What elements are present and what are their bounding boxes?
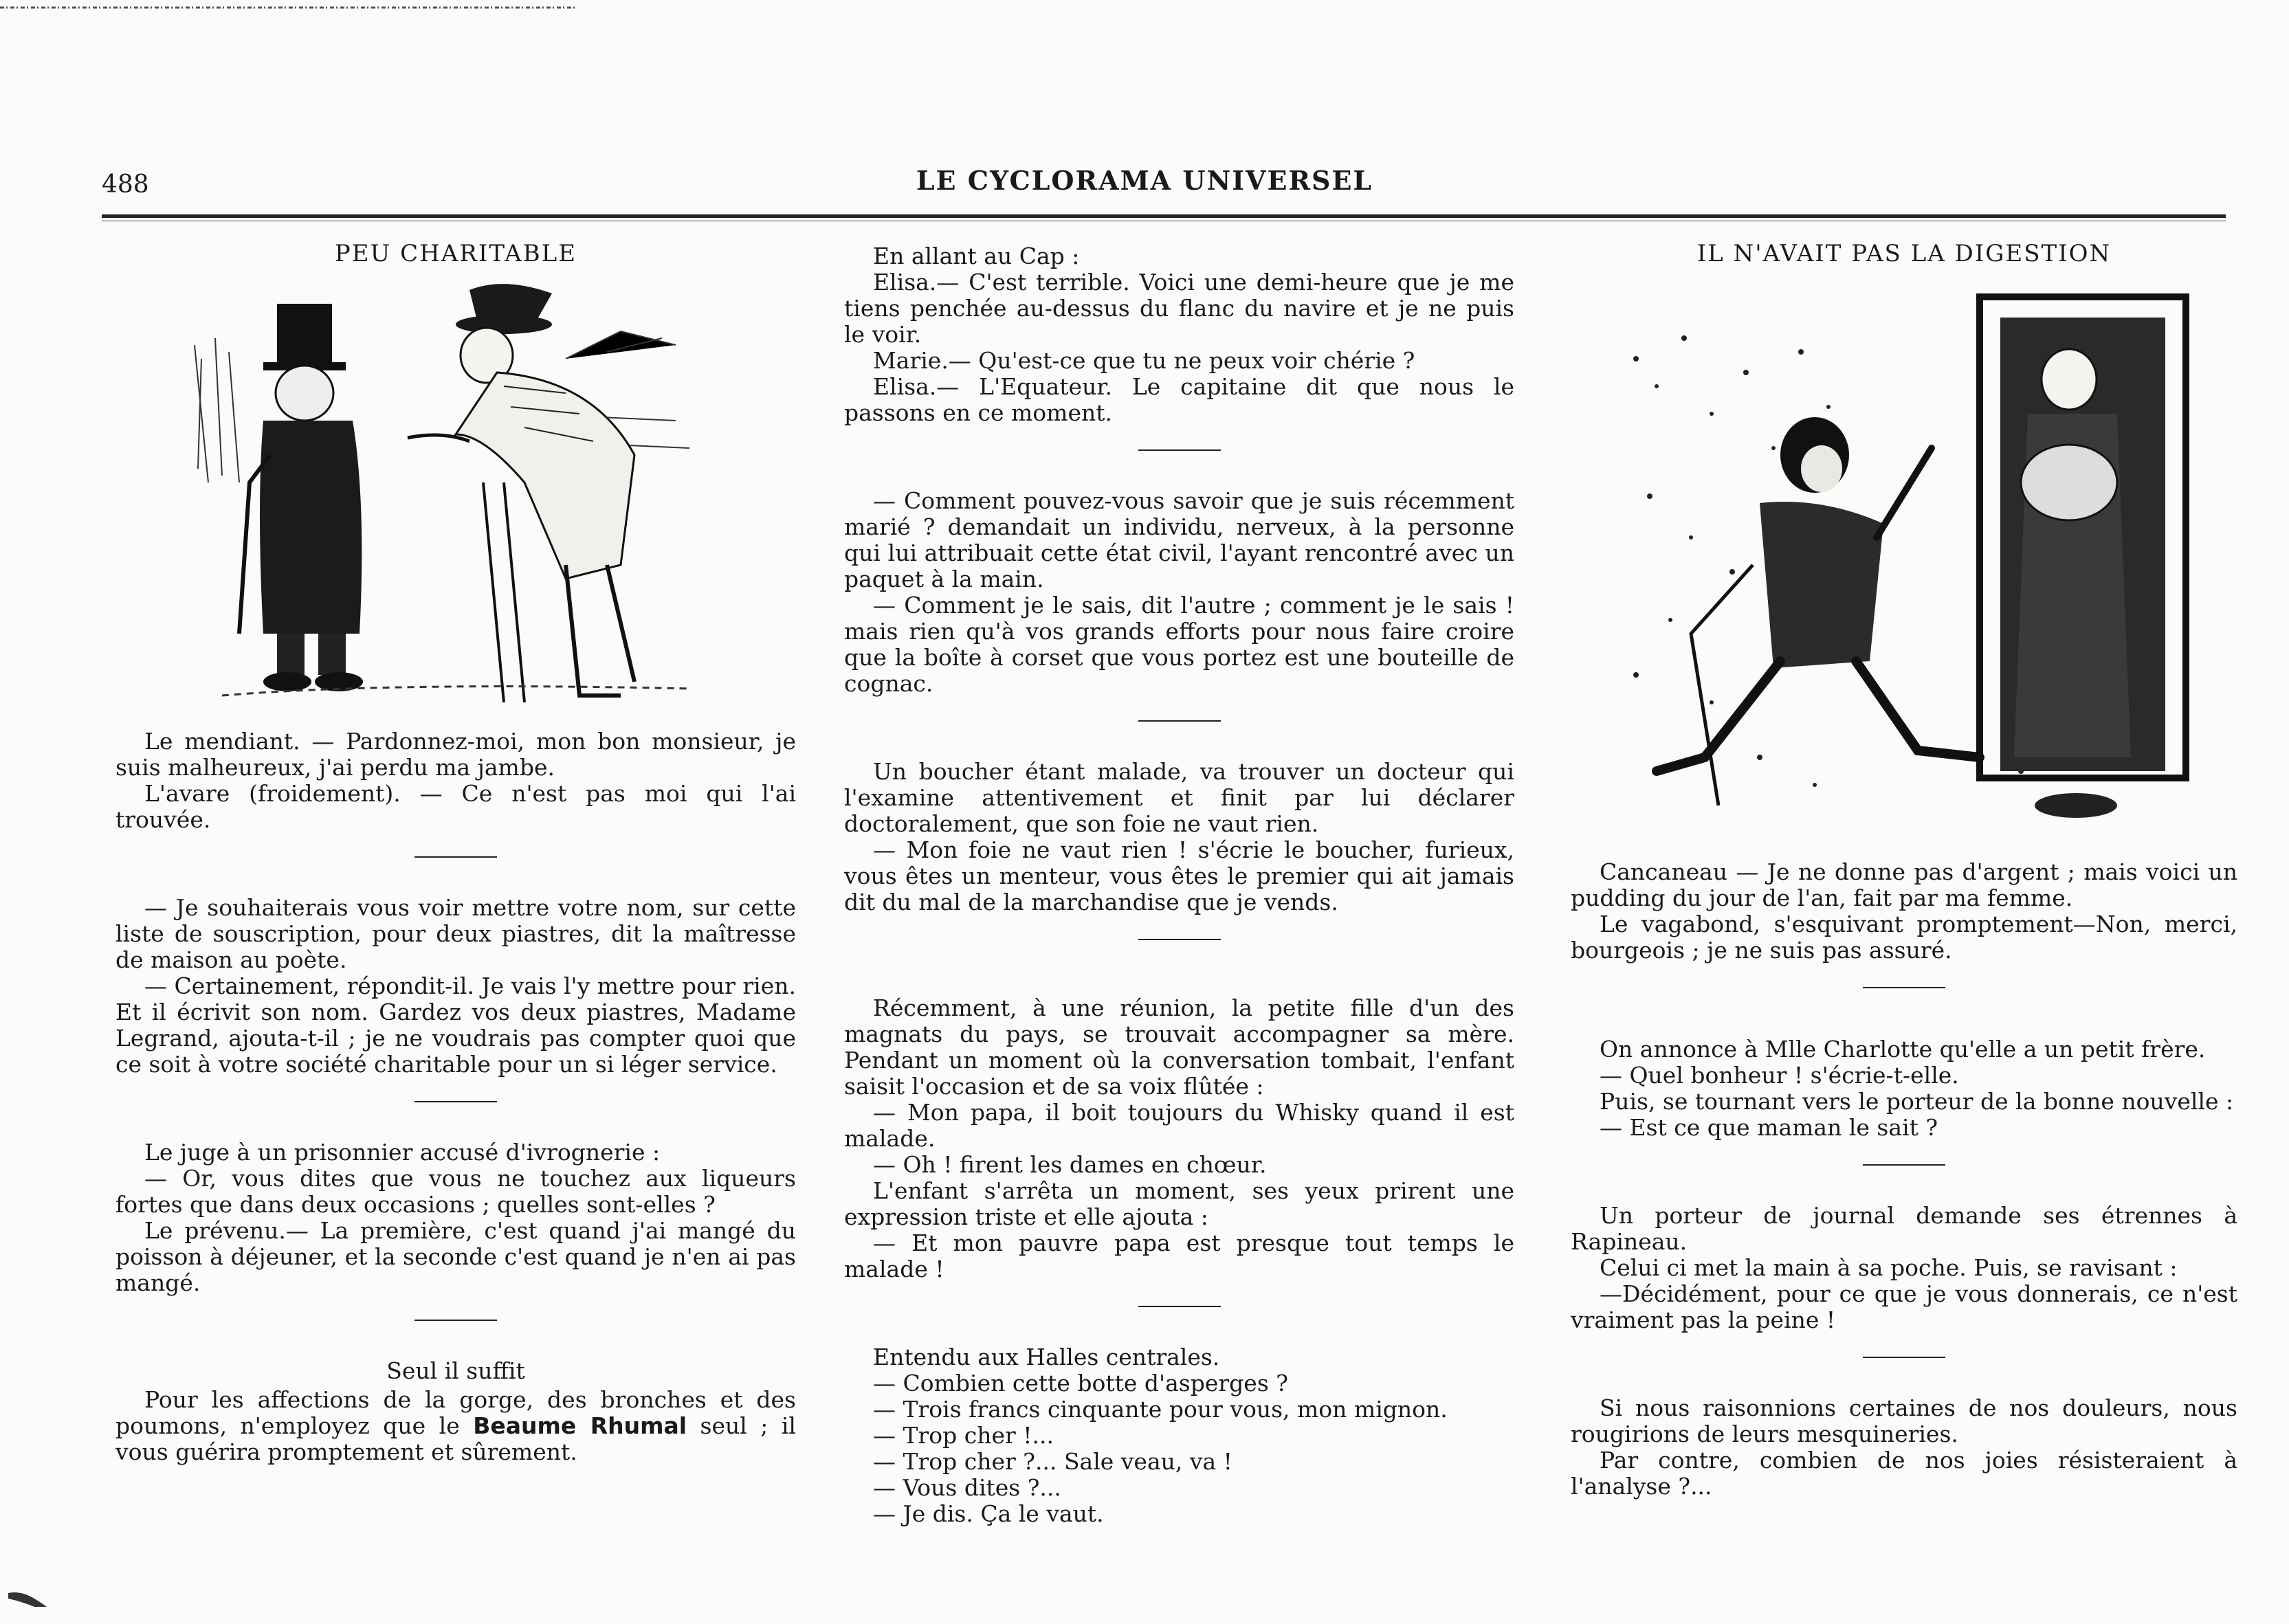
paragraph: — Je souhaiterais vous voir mettre votre nom, sur cette liste de souscription, pour deux piastres, dit la maîtresse de maison au poète.	[115, 894, 796, 973]
paragraph: — Certainement, répondit-il. Je vais l'y mettre pour rien. Et il écrivit son nom. Gardez vos deux piastres, Madame Legrand, ajouta-t-il ; je ne voudrais pas compter quoi que ce soit à votre société charitable pour un si léger service.	[115, 972, 796, 1078]
separator-rule	[1138, 720, 1221, 722]
header-rule	[102, 214, 2226, 218]
separator-rule	[1863, 987, 1945, 988]
column-right	[1571, 234, 2237, 1500]
paragraph: Si nous raisonnions certaines de nos douleurs, nous rougirions de leurs mesquineries.	[1571, 1394, 2237, 1447]
paragraph: — Quel bonheur ! s'écrie-t-elle.	[1600, 1062, 1959, 1089]
separator-rule	[1863, 1357, 1945, 1358]
article-heading: IL N'AVAIT PAS LA DIGESTION	[1696, 240, 2112, 267]
paragraph: Elisa.— L'Equateur. Le capitaine dit que nous le passons en ce moment.	[844, 373, 1514, 426]
column-left	[115, 234, 796, 1465]
paragraph: —Décidément, pour ce que je vous donnerais, ce n'est vraiment pas la peine !	[1571, 1280, 2237, 1333]
separator-rule	[414, 856, 497, 858]
paragraph: — Comment je le sais, dit l'autre ; comment je le sais ! mais rien qu'à vos grands efforts pour nous faire croire que la boîte à corset que vous portez est une bouteille de cognac.	[844, 592, 1514, 697]
paragraph: — Mon foie ne vaut rien ! s'écrie le boucher, furieux, vous êtes un menteur, vous êtes le premier qui ait jamais dit du mal de la marchandise que je vends.	[844, 836, 1514, 915]
paragraph: Par contre, combien de nos joies résisteraient à l'analyse ?...	[1571, 1447, 2237, 1500]
paragraph: — Vous dites ?...	[873, 1474, 1061, 1501]
paragraph: Le juge à un prisonnier accusé d'ivrognerie :	[144, 1139, 661, 1166]
separator-rule	[1863, 1164, 1945, 1166]
paragraph: Le vagabond, s'esquivant promptement—Non, merci, bourgeois ; je ne suis pas assuré.	[1571, 911, 2237, 964]
paragraph: — Trois francs cinquante pour vous, mon mignon.	[873, 1396, 1448, 1423]
running-title: LE CYCLORAMA UNIVERSEL	[916, 165, 1373, 196]
separator-rule	[414, 1320, 497, 1321]
paragraph: L'avare (froidement). — Ce n'est pas moi qui l'ai trouvée.	[115, 780, 796, 833]
advert-paragraph	[115, 1387, 796, 1465]
paragraph: Elisa.— C'est terrible. Voici une demi-heure que je me tiens penchée au-dessus du flanc du navire et je ne puis le voir.	[844, 269, 1514, 348]
separator-rule	[1138, 449, 1221, 451]
advert-heading: Seul il suffit	[386, 1357, 525, 1384]
page-number: 488	[102, 170, 149, 199]
illustration-drawing	[181, 276, 731, 716]
paragraph: — Et mon pauvre papa est presque tout temps le malade !	[844, 1230, 1514, 1282]
paragraph: L'enfant s'arrêta un moment, ses yeux prirent une expression triste et elle ajouta :	[844, 1177, 1514, 1230]
vagabond-with-pudding-illustration	[1595, 276, 2213, 847]
paragraph: Cancaneau — Je ne donne pas d'argent ; mais voici un pudding du jour de l'an, fait par ma femme.	[1571, 858, 2237, 911]
column-middle	[844, 234, 1514, 1527]
paragraph: — Trop cher ?... Sale veau, va !	[873, 1448, 1232, 1475]
paragraph: Marie.— Qu'est-ce que tu ne peux voir chérie ?	[873, 347, 1415, 374]
separator-rule	[414, 1101, 497, 1102]
separator-rule	[1138, 939, 1221, 940]
paragraph: Récemment, à une réunion, la petite fille d'un des magnats du pays, se trouvait accompagner sa mère. Pendant un moment où la conversation tombait, l'enfant saisit l'occasion et de sa voix flûtée :	[844, 994, 1514, 1100]
beggar-and-miser-illustration	[181, 276, 731, 716]
illustration-drawing	[1595, 276, 2213, 847]
article-heading: PEU CHARITABLE	[334, 240, 577, 267]
corner-ornament-icon	[7, 1588, 48, 1608]
advert-brand: Beaume Rhumal	[473, 1412, 687, 1439]
paragraph: — Oh ! firent les dames en chœur.	[873, 1151, 1267, 1178]
paragraph: — Trop cher !...	[873, 1422, 1054, 1449]
paragraph: En allant au Cap :	[873, 243, 1080, 269]
separator-rule	[1138, 1306, 1221, 1307]
paragraph: — Je dis. Ça le vaut.	[873, 1500, 1104, 1527]
paragraph: Entendu aux Halles centrales.	[873, 1344, 1220, 1370]
advert-text: Pour les affections de la gorge, des bronches et des poumons, n'employez que le	[115, 1386, 796, 1439]
paragraph: Puis, se tournant vers le porteur de la bonne nouvelle :	[1600, 1088, 2234, 1115]
paragraph: Le mendiant. — Pardonnez-moi, mon bon monsieur, je suis malheureux, j'ai perdu ma jambe.	[115, 728, 796, 781]
paragraph: Celui ci met la main à sa poche. Puis, se ravisant :	[1600, 1254, 2178, 1281]
paragraph: — Or, vous dites que vous ne touchez aux liqueurs fortes que dans deux occasions ; quelles sont-elles ?	[115, 1165, 796, 1218]
paragraph: On annonce à Mlle Charlotte qu'elle a un petit frère.	[1600, 1036, 2206, 1063]
paragraph: — Combien cette botte d'asperges ?	[873, 1370, 1288, 1397]
scan-edge-mark	[0, 4, 591, 11]
paragraph: Un boucher étant malade, va trouver un docteur qui l'examine attentivement et finit par lui déclarer doctoralement, que son foie ne vaut rien.	[844, 758, 1514, 837]
paragraph: Un porteur de journal demande ses étrennes à Rapineau.	[1571, 1202, 2237, 1255]
paragraph: Le prévenu.— La première, c'est quand j'ai mangé du poisson à déjeuner, et la seconde c'est quand je n'en ai pas mangé.	[115, 1217, 796, 1296]
paragraph: — Est ce que maman le sait ?	[1600, 1114, 1938, 1141]
paragraph: — Mon papa, il boit toujours du Whisky quand il est malade.	[844, 1099, 1514, 1152]
advert-text: seul ; il vous guérira promptement et sûrement.	[115, 1412, 796, 1465]
paragraph: — Comment pouvez-vous savoir que je suis récemment marié ? demandait un individu, nerveux, à la personne qui lui attribuait cette état civil, l'ayant rencontré avec un paquet à la main.	[844, 487, 1514, 592]
